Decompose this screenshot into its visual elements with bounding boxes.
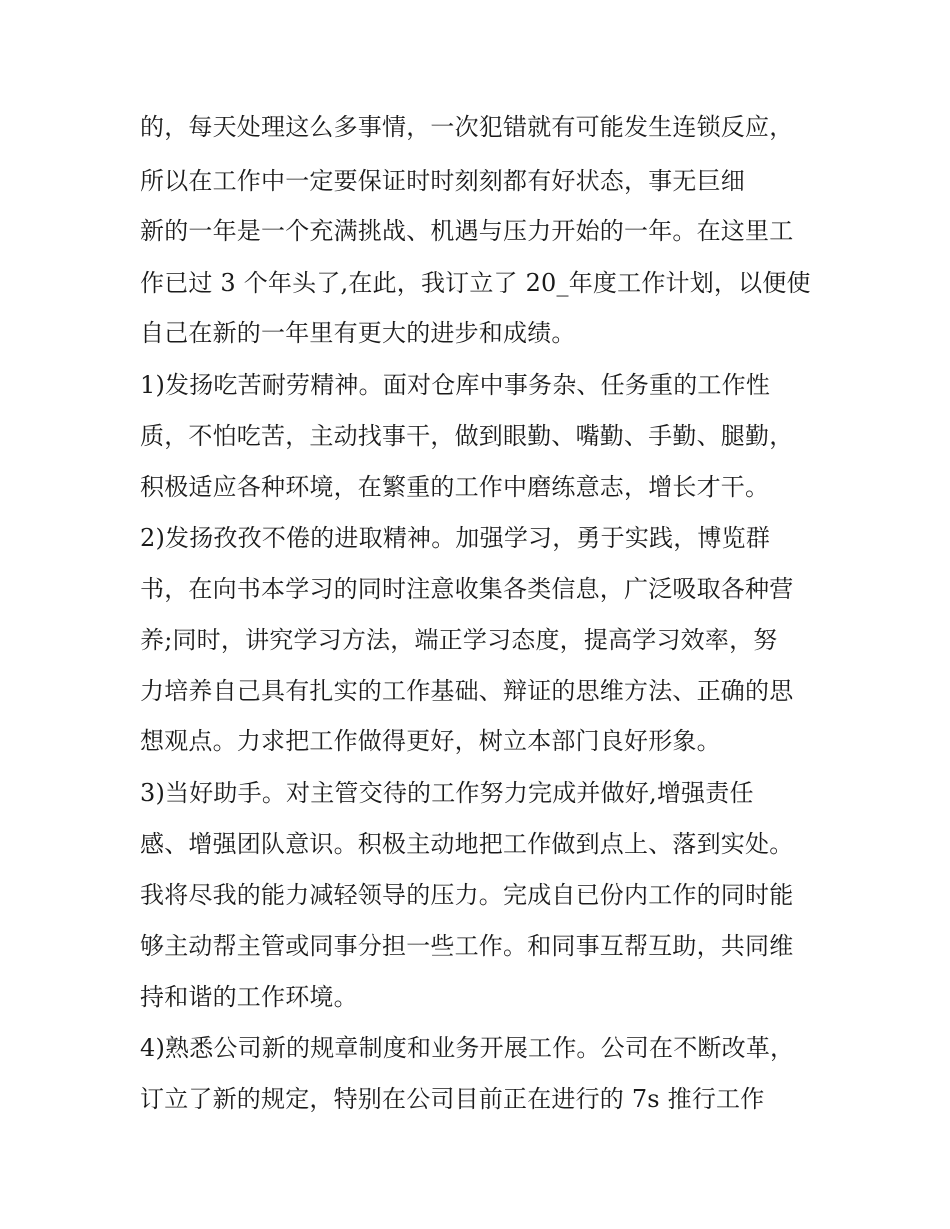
text-line: 2)发扬孜孜不倦的进取精神。加强学习，勇于实践，博览群 <box>140 524 771 552</box>
text-line: 4)熟悉公司新的规章制度和业务开展工作。公司在不断改革， <box>140 1034 795 1062</box>
text-line: 我将尽我的能力减轻领导的压力。完成自已份内工作的同时能 <box>140 881 794 909</box>
text-line: 3)当好助手。对主管交待的工作努力完成并做好,增强责任 <box>140 779 754 807</box>
text-line: 自己在新的一年里有更大的进步和成绩。 <box>140 319 576 347</box>
text-line: 质，不怕吃苦，主动找事干，做到眼勤、嘴勤、手勤、腿勤， <box>140 422 794 450</box>
text-line: 持和谐的工作环境。 <box>140 983 358 1011</box>
text-line: 作已过 3 个年头了,在此，我订立了 20_年度工作计划，以便使 <box>140 269 811 297</box>
text-line: 力培养自己具有扎实的工作基础、辩证的思维方法、正确的思 <box>140 677 794 705</box>
text-line: 够主动帮主管或同事分担一些工作。和同事互帮互助，共同维 <box>140 932 794 960</box>
text-line: 养;同时，讲究学习方法，端正学习态度，提高学习效率，努 <box>140 626 778 654</box>
text-line: 新的一年是一个充满挑战、机遇与压力开始的一年。在这里工 <box>140 217 794 245</box>
text-line: 书，在向书本学习的同时注意收集各类信息，广泛吸取各种营 <box>140 575 794 603</box>
text-line: 订立了新的规定，特别在公司目前正在进行的 7s 推行工作 <box>140 1085 765 1113</box>
text-line: 的，每天处理这么多事情，一次犯错就有可能发生连锁反应， <box>140 113 794 141</box>
text-line: 所以在工作中一定要保证时时刻刻都有好状态，事无巨细 <box>140 167 745 195</box>
text-line: 1)发扬吃苦耐劳精神。面对仓库中事务杂、任务重的工作性 <box>140 371 771 399</box>
text-line: 想观点。力求把工作做得更好，树立本部门良好形象。 <box>140 727 721 755</box>
text-line: 感、增强团队意识。积极主动地把工作做到点上、落到实处。 <box>140 830 794 858</box>
text-line: 积极适应各种环境，在繁重的工作中磨练意志，增长才干。 <box>140 473 770 501</box>
